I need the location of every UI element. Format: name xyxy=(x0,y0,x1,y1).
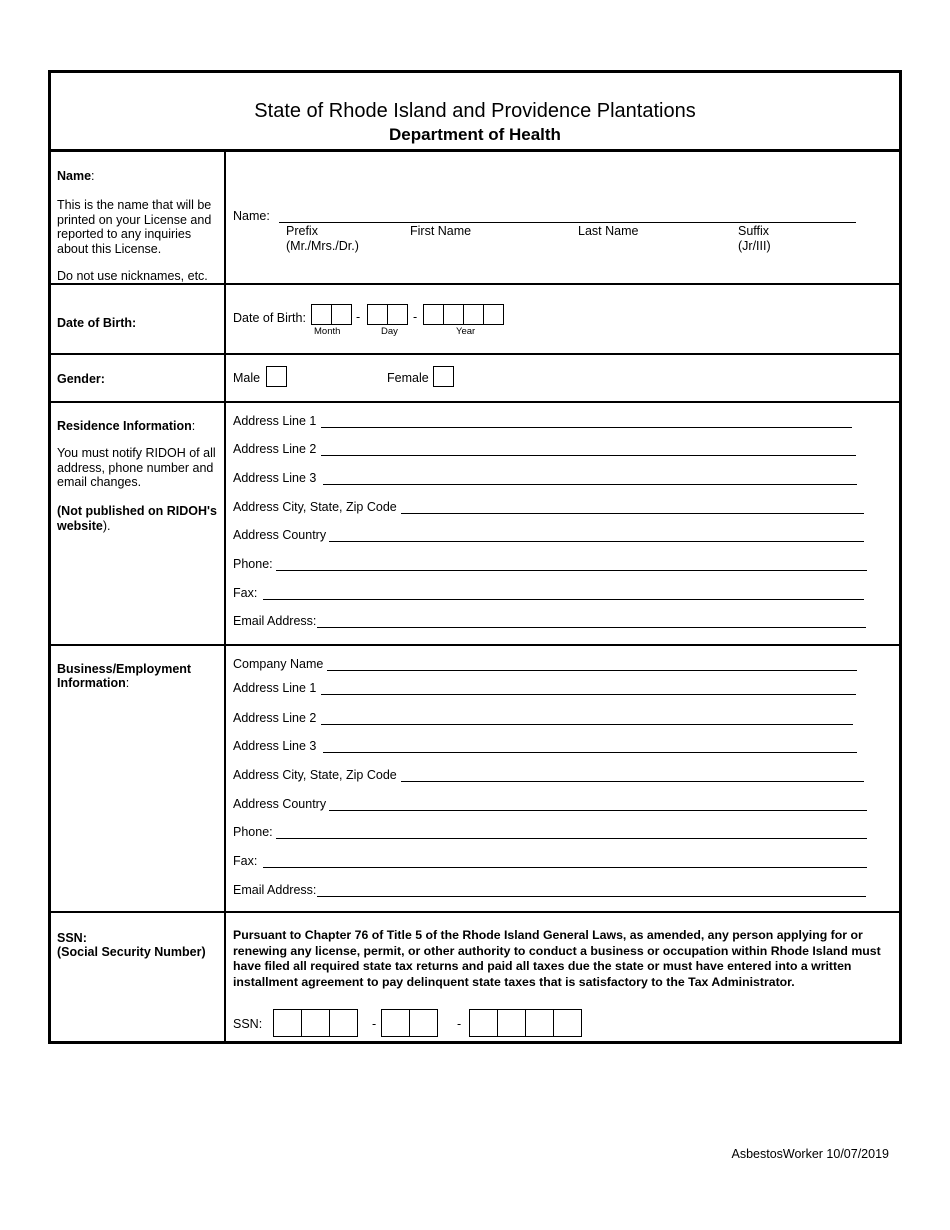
ssn-row-label-cell xyxy=(51,913,226,1041)
residence-address-line-2: Address Line 2 xyxy=(233,442,899,458)
ssn-digit-2[interactable] xyxy=(301,1009,330,1037)
dob-day-digit-1[interactable] xyxy=(367,304,388,325)
name-row-input-cell xyxy=(226,152,899,283)
female-label: Female xyxy=(387,371,429,385)
dob-separator-1: - xyxy=(356,310,361,324)
residence-row xyxy=(51,403,899,646)
residence-address-line-1-input[interactable] xyxy=(321,427,852,428)
business-heading: Business/Employment xyxy=(57,662,192,676)
residence-phone-input[interactable] xyxy=(276,570,867,571)
gender-heading: Gender: xyxy=(57,372,105,386)
business-city-state-zip-input[interactable] xyxy=(401,781,864,782)
suffix-hint: (Jr/III) xyxy=(738,239,771,253)
form-header xyxy=(51,73,899,152)
name-row xyxy=(51,152,899,285)
dob-month-caption: Month xyxy=(314,326,341,337)
ssn-tax-statement: Pursuant to Chapter 76 of Title 5 of the Rhode Island General Laws, as amended, any person applying for or renewing any license, permit, or other authority to conduct a business or occupation within Rhode Island must have filed all required state tax returns and paid all taxes due the state or must have entered into a written installment agreement to pay delinquent state taxes that is satisfactory to the Tax Administrator. xyxy=(233,928,881,989)
dob-year-caption: Year xyxy=(456,326,476,337)
ssn-heading: SSN: xyxy=(57,931,87,945)
name-field-label: Name: xyxy=(233,209,270,223)
dob-year-digit-1[interactable] xyxy=(423,304,444,325)
residence-country: Address Country xyxy=(233,528,899,544)
business-country-input[interactable] xyxy=(329,810,867,811)
business-email: Email Address: xyxy=(233,883,899,899)
dob-year-digit-2[interactable] xyxy=(443,304,464,325)
business-address-line-1-input[interactable] xyxy=(321,694,856,695)
ssn-digit-3[interactable] xyxy=(329,1009,358,1037)
ssn-field-label: SSN: xyxy=(233,1017,263,1031)
business-row-label-cell: Business/Employment Information: xyxy=(51,646,226,911)
dob-field-label: Date of Birth: xyxy=(233,311,306,325)
prefix-label: Prefix xyxy=(286,224,318,238)
dob-separator-2: - xyxy=(413,310,418,324)
ssn-digit-1[interactable] xyxy=(273,1009,302,1037)
residence-address-line-3-input[interactable] xyxy=(323,484,857,485)
residence-address-line-3: Address Line 3 xyxy=(233,471,899,487)
business-row-input-cell xyxy=(226,646,899,911)
business-phone: Phone: xyxy=(233,825,899,841)
name-row-label-cell: Name: This is the name that will be printed on your License and reported to any inquiries about this License. Do not use nicknames, etc. xyxy=(51,152,226,283)
gender-row xyxy=(51,355,899,403)
gender-row-label-cell xyxy=(51,355,226,401)
department-title: Department of Health xyxy=(389,125,561,144)
gender-row-input-cell xyxy=(226,355,899,401)
dob-month-digit-1[interactable] xyxy=(311,304,332,325)
ssn-digit-9[interactable] xyxy=(553,1009,582,1037)
residence-address-line-2-input[interactable] xyxy=(321,455,856,456)
state-title: State of Rhode Island and Providence Plantations xyxy=(254,100,696,122)
form-version-footer: AsbestosWorker 10/07/2019 xyxy=(731,1147,889,1161)
residence-city-state-zip: Address City, State, Zip Code xyxy=(233,500,899,516)
business-address-line-3: Address Line 3 xyxy=(233,739,899,755)
residence-fax-input[interactable] xyxy=(263,599,864,600)
business-heading-line-2: Information xyxy=(57,676,126,690)
application-form xyxy=(48,70,902,1044)
name-input-line[interactable] xyxy=(279,222,856,223)
first-name-label: First Name xyxy=(410,224,472,238)
prefix-hint: (Mr./Mrs./Dr.) xyxy=(286,239,359,253)
business-city-state-zip: Address City, State, Zip Code xyxy=(233,768,899,784)
dob-row-input-cell xyxy=(226,285,899,353)
business-email-input[interactable] xyxy=(317,896,866,897)
male-checkbox[interactable] xyxy=(266,366,287,387)
suffix-label: Suffix xyxy=(738,224,770,238)
ssn-heading-line-2: (Social Security Number) xyxy=(57,945,206,959)
residence-email-input[interactable] xyxy=(317,627,866,628)
dob-heading: Date of Birth: xyxy=(57,316,137,330)
ssn-digit-8[interactable] xyxy=(525,1009,554,1037)
dob-day-caption: Day xyxy=(381,326,398,337)
ssn-digit-5[interactable] xyxy=(409,1009,438,1037)
dob-day-digit-2[interactable] xyxy=(387,304,408,325)
name-heading: Name xyxy=(57,169,92,183)
business-address-line-2: Address Line 2 xyxy=(233,711,899,727)
business-country: Address Country xyxy=(233,797,899,813)
business-company-name: Company Name xyxy=(233,657,899,673)
residence-phone: Phone: xyxy=(233,557,899,573)
residence-description: You must notify RIDOH of all address, phone number and email changes. xyxy=(57,446,216,489)
residence-city-state-zip-input[interactable] xyxy=(401,513,864,514)
dob-row xyxy=(51,285,899,355)
ssn-row xyxy=(51,913,899,1041)
business-row xyxy=(51,646,899,913)
dob-row-label-cell xyxy=(51,285,226,353)
residence-fax: Fax: xyxy=(233,586,899,602)
residence-country-input[interactable] xyxy=(329,541,864,542)
residence-email: Email Address: xyxy=(233,614,899,630)
residence-row-label-cell: Residence Information: You must notify RIDOH of all address, phone number and email changes. (Not published on RIDOH's website). xyxy=(51,403,226,644)
business-fax: Fax: xyxy=(233,854,899,870)
ssn-separator-1: - xyxy=(372,1017,377,1031)
residence-privacy-note: (Not published on RIDOH's website xyxy=(57,504,217,533)
business-address-line-1: Address Line 1 xyxy=(233,681,899,697)
last-name-label: Last Name xyxy=(578,224,639,238)
ssn-digit-7[interactable] xyxy=(497,1009,526,1037)
female-checkbox[interactable] xyxy=(433,366,454,387)
dob-year-digit-3[interactable] xyxy=(463,304,484,325)
ssn-digit-4[interactable] xyxy=(381,1009,410,1037)
ssn-separator-2: - xyxy=(457,1017,462,1031)
name-note: Do not use nicknames, etc. xyxy=(57,269,208,283)
business-phone-input[interactable] xyxy=(276,838,867,839)
business-address-line-3-input[interactable] xyxy=(323,752,857,753)
residence-heading: Residence Information xyxy=(57,419,192,433)
business-company-name-input[interactable] xyxy=(327,670,857,671)
residence-row-input-cell xyxy=(226,403,899,644)
residence-address-line-1: Address Line 1 xyxy=(233,414,899,430)
ssn-row-input-cell xyxy=(226,913,899,1041)
dob-year-digit-4[interactable] xyxy=(483,304,504,325)
male-label: Male xyxy=(233,371,261,385)
business-address-line-2-input[interactable] xyxy=(321,724,853,725)
ssn-digit-6[interactable] xyxy=(469,1009,498,1037)
dob-month-digit-2[interactable] xyxy=(331,304,352,325)
name-description: This is the name that will be printed on your License and reported to any inquiries about this License. xyxy=(57,198,212,256)
business-fax-input[interactable] xyxy=(263,867,867,868)
